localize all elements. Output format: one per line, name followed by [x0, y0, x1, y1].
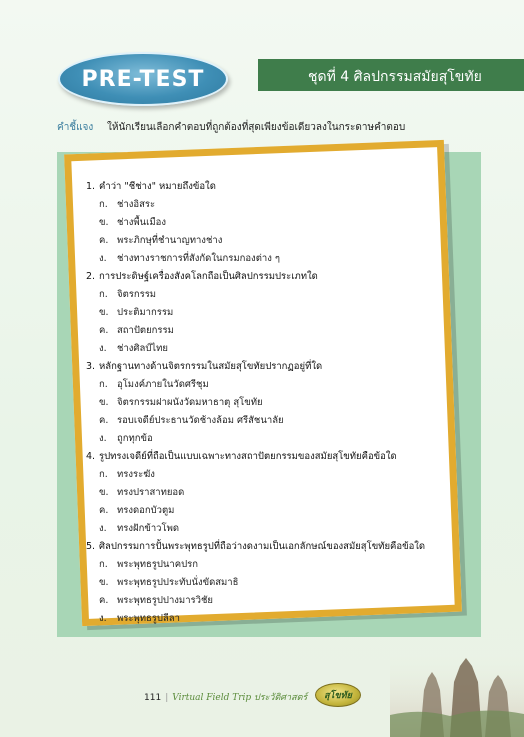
option-text: ช่างทางราชการที่สังกัดในกรมกองต่าง ๆ [117, 253, 280, 264]
option-text: ทรงปราสาทยอด [117, 487, 185, 498]
answer-option[interactable] [86, 520, 456, 538]
question-number: 3. [86, 361, 96, 372]
sukhothai-logo [315, 683, 361, 707]
answer-option[interactable] [86, 232, 456, 250]
question-1 [86, 178, 456, 196]
option-text: พระพุทธรูปลีลา [117, 613, 180, 624]
question-text: รูปทรงเจดีย์ที่ถือเป็นแบบเฉพาะทางสถาปัตยกรรมของสมัยสุโขทัยคือข้อใด [99, 451, 397, 462]
answer-option[interactable] [86, 322, 456, 340]
option-text: ทรงระฆัง [117, 469, 155, 480]
answer-option[interactable] [86, 304, 456, 322]
option-letter: ข. [99, 217, 109, 228]
option-text: พระพุทธรูปประทับนั่งขัดสมาธิ [117, 577, 239, 588]
instructions-label: คำชี้แจง [57, 122, 94, 133]
pretest-label: PRE-TEST [81, 66, 205, 92]
option-letter: ค. [99, 595, 109, 606]
answer-option[interactable] [86, 466, 456, 484]
logo-text: สุโขทัย [324, 691, 352, 701]
question-text: คำว่า "ชีช่าง" หมายถึงข้อใด [99, 181, 216, 192]
question-number: 1. [86, 181, 96, 192]
answer-option[interactable] [86, 286, 456, 304]
option-letter: ง. [99, 613, 107, 624]
option-letter: ง. [99, 523, 107, 534]
answer-option[interactable] [86, 556, 456, 574]
answer-option[interactable] [86, 250, 456, 268]
footer-separator: | [165, 693, 169, 703]
option-letter: ก. [99, 379, 108, 390]
option-letter: ง. [99, 253, 107, 264]
option-text: ประติมากรรม [117, 307, 174, 318]
question-number: 2. [86, 271, 96, 282]
option-letter: ค. [99, 505, 109, 516]
option-text: พระภิกษุที่ชำนาญทางช่าง [117, 235, 223, 246]
answer-option[interactable] [86, 430, 456, 448]
pretest-badge [58, 52, 228, 106]
question-text: หลักฐานทางด้านจิตรกรรมในสมัยสุโขทัยปรากฏอยู่ที่ใด [99, 361, 323, 372]
question-text: การประดิษฐ์เครื่องสังคโลกถือเป็นศิลปกรรมประเภทใด [99, 271, 318, 282]
option-letter: ค. [99, 235, 109, 246]
series-title: Virtual Field Trip ประวัติศาสตร์ [172, 693, 308, 703]
question-number: 5. [86, 541, 96, 552]
option-letter: ก. [99, 199, 108, 210]
option-text: จิตรกรรมฝาผนังวัดมหาธาตุ สุโขทัย [117, 397, 263, 408]
question-2 [86, 268, 456, 286]
answer-option[interactable] [86, 214, 456, 232]
option-text: ทรงฝักข้าวโพด [117, 523, 180, 534]
option-text: สถาปัตยกรรม [117, 325, 174, 336]
option-text: รอบเจดีย์ประธานวัดช้างล้อม ศรีสัชนาลัย [117, 415, 284, 426]
question-number: 4. [86, 451, 96, 462]
option-letter: ก. [99, 559, 108, 570]
question-5 [86, 538, 456, 556]
answer-option[interactable] [86, 412, 456, 430]
option-letter: ค. [99, 325, 109, 336]
option-letter: ข. [99, 577, 109, 588]
question-text: ศิลปกรรมการปั้นพระพุทธรูปที่ถือว่างดงามเป็นเอกลักษณ์ของสมัยสุโขทัยคือข้อใด [99, 541, 426, 552]
question-3 [86, 358, 456, 376]
answer-option[interactable] [86, 376, 456, 394]
instructions-text: ให้นักเรียนเลือกคำตอบที่ถูกต้องที่สุดเพียงข้อเดียวลงในกระดาษคำตอบ [107, 122, 406, 133]
answer-option[interactable] [86, 340, 456, 358]
answer-option[interactable] [86, 502, 456, 520]
answer-option[interactable] [86, 592, 456, 610]
footer [144, 690, 307, 704]
question-list [86, 178, 456, 628]
option-letter: ก. [99, 469, 108, 480]
option-text: ช่างพื้นเมือง [117, 217, 167, 228]
option-text: ถูกทุกข้อ [117, 433, 153, 444]
answer-option[interactable] [86, 196, 456, 214]
option-letter: ข. [99, 397, 109, 408]
option-letter: ค. [99, 415, 109, 426]
option-text: ทรงดอกบัวตูม [117, 505, 175, 516]
option-letter: ก. [99, 289, 108, 300]
option-text: ช่างอิสระ [117, 199, 156, 210]
option-text: พระพุทธรูปปางมารวิชัย [117, 595, 213, 606]
set-title: ชุดที่ 4 ศิลปกรรมสมัยสุโขทัย [308, 69, 482, 85]
option-letter: ง. [99, 433, 107, 444]
option-text: อุโมงค์ภายในวัดศรีชุม [117, 379, 209, 390]
option-text: พระพุทธรูปนาคปรก [117, 559, 198, 570]
answer-option[interactable] [86, 484, 456, 502]
page-number: 111 [144, 693, 162, 703]
answer-option[interactable] [86, 394, 456, 412]
temple-ruins-image [390, 620, 524, 737]
set-title-bar [258, 59, 524, 91]
answer-option[interactable] [86, 574, 456, 592]
option-letter: ข. [99, 487, 109, 498]
question-4 [86, 448, 456, 466]
option-text: ช่างศิลป์ไทย [117, 343, 168, 354]
option-letter: ข. [99, 307, 109, 318]
option-text: จิตรกรรม [117, 289, 157, 300]
option-letter: ง. [99, 343, 107, 354]
